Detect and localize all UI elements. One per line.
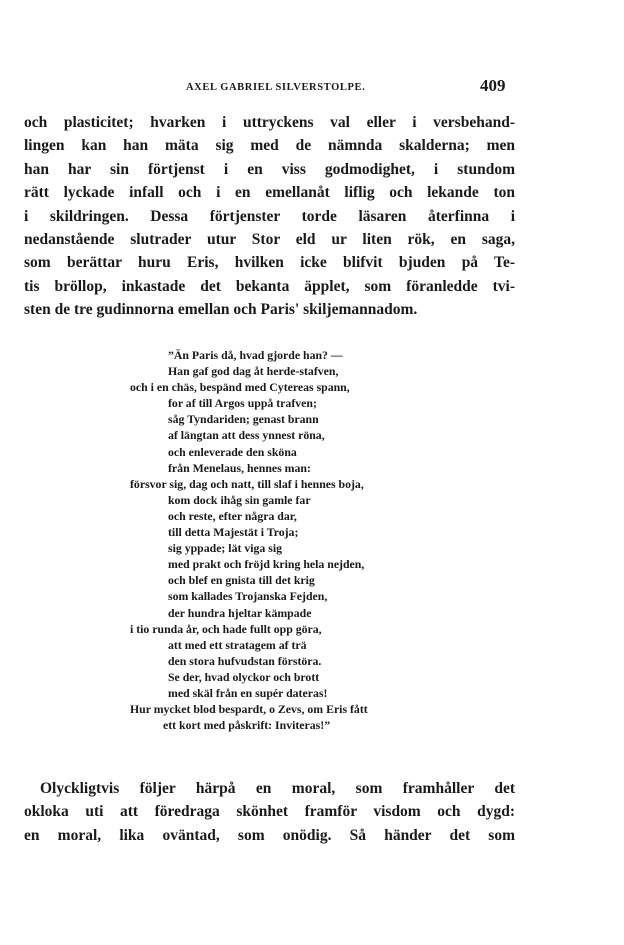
poem-line: sig yppade; lät viga sig [168, 541, 283, 556]
text-line: rätt lyckade infall och i en emellanåt liflig och lekande ton [24, 184, 515, 202]
poem-line: försvor sig, dag och natt, till slaf i hennes boja, [130, 476, 364, 491]
poem-line: och enleverade den sköna [168, 444, 297, 459]
poem-line: och blef en gnista till det krig [168, 573, 315, 588]
text-line: en moral, lika oväntad, som onödig. Så händer det som [24, 826, 515, 844]
page-number: 409 [480, 76, 506, 95]
poem-line: ”Än Paris då, hvad gjorde han? — [168, 348, 343, 362]
text-line: och plasticitet; hvarken i uttryckens val eller i versbehand- [24, 114, 515, 131]
poem-line: af längtan att dess ynnest röna, [168, 428, 325, 443]
text-line: okloka uti att föredraga skönhet framför visdom och dygd: [24, 803, 515, 821]
poem-line: der hundra hjeltar kämpade [168, 605, 312, 620]
text-line: sten de tre gudinnorna emellan och Paris' skiljemannadom. [24, 301, 418, 319]
poem-line: for af till Argos uppå trafven; [168, 396, 317, 411]
text-line: Olyckligtvis följer härpå en moral, som framhåller det [40, 780, 515, 797]
poem-line: Hur mycket blod bespardt, o Zevs, om Eris fått [130, 702, 368, 717]
poem-line: den stora hufvudstan förstöra. [168, 653, 322, 668]
text-line: tis bröllop, inkastade det bekanta äpplet, som föranledde tvi- [24, 277, 515, 295]
poem-line: med prakt och fröjd kring hela nejden, [168, 557, 365, 572]
poem-line: till detta Majestät i Troja; [168, 525, 299, 540]
closing-paragraph [24, 777, 515, 847]
poem-line: ett kort med påskrift: Inviteras!” [163, 718, 331, 733]
poem-excerpt [0, 347, 624, 733]
text-line: som berättar huru Eris, hvilken icke blifvit bjuden på Te- [24, 254, 515, 272]
poem-line: med skäl från en supér dateras! [168, 685, 328, 700]
poem-line: att med ett stratagem af trä [168, 637, 307, 652]
poem-line: kom dock ihåg sin gamle far [168, 492, 311, 507]
poem-line: Han gaf god dag åt herde-stafven, [168, 364, 339, 379]
poem-line: och i en chäs, bespänd med Cytereas spann, [130, 380, 350, 395]
poem-line: som kallades Trojanska Fejden, [168, 589, 328, 604]
poem-line: och reste, efter några dar, [168, 508, 297, 523]
poem-line: såg Tyndariden; genast brann [168, 412, 319, 427]
text-line: nedanstående slutrader utur Stor eld ur liten rök, en saga, [24, 231, 515, 249]
poem-line: från Menelaus, hennes man: [168, 460, 311, 475]
intro-paragraph [24, 111, 515, 322]
poem-line: i tio runda år, och hade fullt opp göra, [130, 621, 322, 636]
text-line: lingen kan han mäta sig med de nämnda skalderna; men [24, 137, 515, 155]
text-line: i skildringen. Dessa förtjenster torde läsaren återfinna i [24, 207, 515, 225]
text-line: han har sin förtjenst i en viss godmodighet, i stundom [24, 160, 515, 178]
running-head: AXEL GABRIEL SILVERSTOLPE. [186, 82, 366, 93]
poem-line: Se der, hvad olyckor och brott [168, 669, 320, 684]
